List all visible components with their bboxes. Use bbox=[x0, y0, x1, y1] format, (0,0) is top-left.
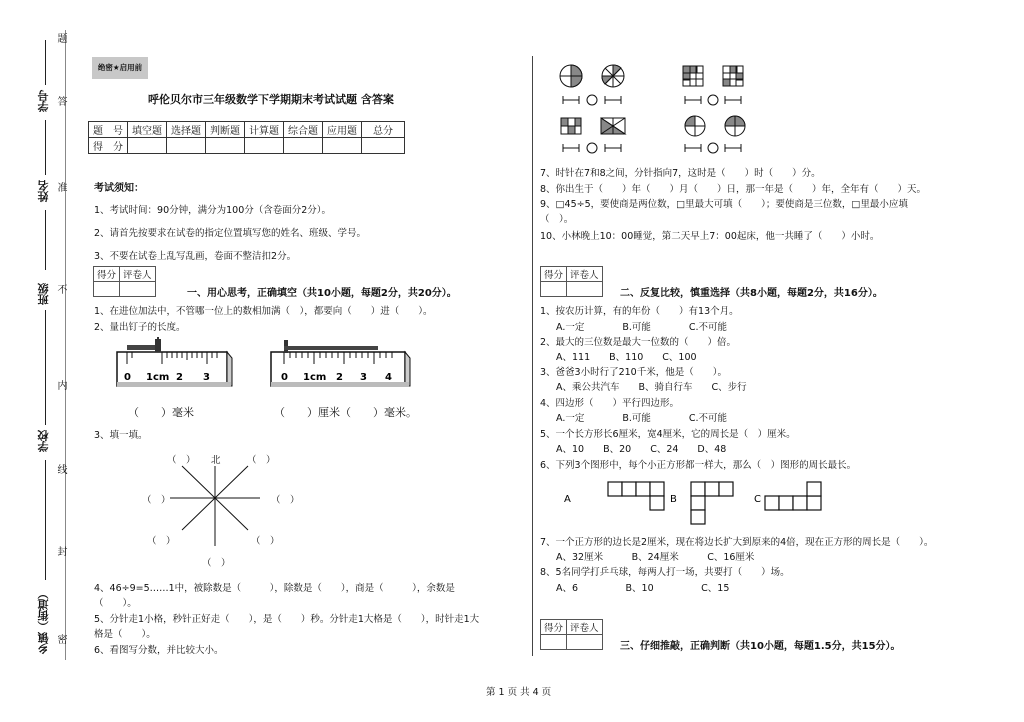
margin-label-xian: 线 bbox=[55, 464, 66, 474]
question: 5、一个长方形长6厘米，宽4厘米，它的周长是（ ）厘米。 bbox=[540, 429, 796, 440]
scorebox bbox=[540, 266, 603, 297]
option-row: A.一定 B.可能 C.不可能 bbox=[556, 413, 728, 424]
compass-north: 北 bbox=[211, 455, 221, 466]
score-header: 综合题 bbox=[284, 122, 323, 138]
question: 2、最大的三位数是最大一位数的（ ）倍。 bbox=[540, 337, 737, 348]
section2-title: 二、反复比较，慎重选择（共8小题，每题2分，共16分）。 bbox=[620, 288, 883, 299]
question: 8、你出生于（ ）年（ ）月（ ）日，那一年是（ ）年，全年有（ ）天。 bbox=[540, 184, 927, 195]
option-row: A.一定 B.可能 C.不可能 bbox=[556, 322, 728, 333]
score-cell[interactable] bbox=[128, 138, 167, 154]
margin-label-feng: 封 bbox=[55, 546, 66, 556]
score-header: 判断题 bbox=[206, 122, 245, 138]
shape-label: C bbox=[754, 494, 761, 505]
score-cell[interactable] bbox=[323, 138, 362, 154]
ruler-a-tick: 1cm bbox=[146, 372, 170, 383]
question: 格是（ ）。 bbox=[94, 629, 156, 640]
compass-label: （ ） bbox=[167, 455, 196, 466]
scorebox-cell[interactable] bbox=[541, 282, 567, 297]
margin-label-name: 姓名 bbox=[37, 180, 50, 202]
instruction-item: 2、请首先按要求在试卷的指定位置填写您的姓名、班级、学号。 bbox=[94, 228, 367, 239]
score-cell[interactable] bbox=[167, 138, 206, 154]
ruler-b-tick: 3 bbox=[360, 372, 367, 383]
ruler-b-tick: 2 bbox=[336, 372, 343, 383]
margin-label-zhun: 准 bbox=[55, 182, 66, 192]
scorebox-label: 得分 bbox=[541, 620, 567, 635]
question: 3、爸爸3小时行了210千米，他是（ ）。 bbox=[540, 367, 727, 378]
question: （ ）。 bbox=[540, 214, 574, 225]
scorebox-cell[interactable] bbox=[541, 635, 567, 650]
scorebox-label: 评卷人 bbox=[567, 620, 603, 635]
question: （ ）。 bbox=[94, 598, 137, 609]
ruler-a-answer: （ ）毫米 bbox=[128, 406, 194, 419]
margin-underline bbox=[45, 460, 46, 580]
margin-underline bbox=[45, 310, 46, 425]
question: 1、按农历计算，有的年份（ ）有13个月。 bbox=[540, 306, 739, 317]
column-divider bbox=[532, 56, 533, 656]
scorebox-label: 评卷人 bbox=[567, 267, 603, 282]
score-cell[interactable] bbox=[362, 138, 405, 154]
question: 8、5名同学打乒乓球，每两人打一场，共要打（ ）场。 bbox=[540, 567, 790, 578]
margin-label-school: 学校 bbox=[37, 430, 50, 452]
instructions-heading: 考试须知： bbox=[94, 183, 144, 194]
question: 4、四边形（ ）平行四边形。 bbox=[540, 398, 680, 409]
question: 2、量出钉子的长度。 bbox=[94, 322, 186, 333]
ruler-b-answer: （ ）厘米（ ）毫米。 bbox=[274, 406, 417, 419]
question: 9、□45÷5，要使商是两位数，□里最大可填（ ）；要使商是三位数，□里最小应填 bbox=[540, 199, 908, 210]
section3-title: 三、仔细推敲，正确判断（共10小题，每题1.5分，共15分）。 bbox=[620, 641, 901, 652]
margin-underline bbox=[45, 120, 46, 175]
score-header: 填空题 bbox=[128, 122, 167, 138]
question: 3、填一填。 bbox=[94, 430, 148, 441]
compass-label: （ ） bbox=[251, 536, 280, 547]
margin-label-nei: 内 bbox=[55, 380, 66, 390]
shape-label: A bbox=[564, 494, 571, 505]
margin-underline bbox=[45, 40, 46, 85]
instruction-item: 1、考试时间：90分钟，满分为100分（含卷面分2分）。 bbox=[94, 205, 332, 216]
scorebox-cell[interactable] bbox=[120, 282, 156, 297]
secret-label: 绝密★启用前 bbox=[92, 57, 148, 79]
question: 1、在进位加法中，不管哪一位上的数相加满（ ），都要向（ ）进（ ）。 bbox=[94, 306, 433, 317]
question: 5、分针走1小格，秒针正好走（ ），是（ ）秒。分针走1大格是（ ），时针走1大 bbox=[94, 614, 480, 625]
compass-diagram bbox=[140, 448, 290, 572]
ruler-a-tick: 2 bbox=[176, 372, 183, 383]
score-header: 总分 bbox=[362, 122, 405, 138]
compass-label: （ ） bbox=[142, 495, 171, 506]
page-number: 第 1 页 共 4 页 bbox=[486, 687, 552, 698]
option-row: A、32厘米 B、24厘米 C、16厘米 bbox=[556, 552, 755, 563]
question: 10、小林晚上10：00睡觉，第二天早上7：00起床，他一共睡了（ ）小时。 bbox=[540, 231, 880, 242]
page-title: 呼伦贝尔市三年级数学下学期期末考试试题 含答案 bbox=[148, 93, 394, 106]
ruler-a-tick: 0 bbox=[124, 372, 131, 383]
scorebox-label: 评卷人 bbox=[120, 267, 156, 282]
fraction-figures bbox=[555, 60, 765, 160]
question: 7、一个正方形的边长是2厘米，现在将边长扩大到原来的4倍，现在正方形的周长是（ ）。 bbox=[540, 537, 934, 548]
scorebox-cell[interactable] bbox=[567, 282, 603, 297]
margin-label-mi: 密 bbox=[55, 634, 66, 644]
margin-label-township: 乡镇（街道） bbox=[37, 588, 50, 654]
ruler-b bbox=[270, 336, 412, 392]
score-header: 题 号 bbox=[89, 122, 128, 138]
instruction-item: 3、不要在试卷上乱写乱画，卷面不整洁扣2分。 bbox=[94, 251, 297, 262]
score-header: 计算题 bbox=[245, 122, 284, 138]
option-row: A、10 B、20 C、24 D、48 bbox=[556, 444, 727, 455]
score-cell[interactable] bbox=[245, 138, 284, 154]
scorebox-label: 得分 bbox=[541, 267, 567, 282]
ruler-b-tick: 1cm bbox=[303, 372, 327, 383]
compass-label: （ ） bbox=[147, 536, 176, 547]
score-cell[interactable] bbox=[206, 138, 245, 154]
perimeter-shapes bbox=[560, 476, 830, 526]
margin-label-ti: 题 bbox=[55, 33, 66, 43]
question: 7、时针在7和8之间，分针指向7，这时是（ ）时（ ）分。 bbox=[540, 168, 821, 179]
margin-label-class: 班级 bbox=[37, 283, 50, 305]
margin-line bbox=[65, 30, 66, 660]
ruler-a-tick: 3 bbox=[203, 372, 210, 383]
score-header: 应用题 bbox=[323, 122, 362, 138]
margin-label-da: 答 bbox=[55, 96, 66, 106]
margin-label-student-id: 学号 bbox=[37, 90, 50, 112]
option-row: A、111 B、110 C、100 bbox=[556, 352, 697, 363]
score-row-label: 得 分 bbox=[89, 138, 128, 154]
compass-label: （ ） bbox=[202, 558, 231, 569]
margin-label-bu: 不 bbox=[55, 284, 66, 294]
compass-label: （ ） bbox=[247, 455, 276, 466]
question: 6、看图写分数，并比较大小。 bbox=[94, 645, 224, 656]
score-cell[interactable] bbox=[284, 138, 323, 154]
score-header: 选择题 bbox=[167, 122, 206, 138]
section1-title: 一、用心思考，正确填空（共10小题，每题2分，共20分）。 bbox=[187, 288, 457, 299]
margin-underline bbox=[45, 210, 46, 270]
compass-label: （ ） bbox=[271, 495, 300, 506]
ruler-a bbox=[116, 336, 234, 392]
question: 6、下列3个图形中，每个小正方形都一样大，那么（ ）图形的周长最长。 bbox=[540, 460, 857, 471]
option-row: A、6 B、10 C、15 bbox=[556, 583, 730, 594]
question: 4、46÷9=5……1中，被除数是（ ），除数是（ ），商是（ ），余数是 bbox=[94, 583, 455, 594]
scorebox-cell[interactable] bbox=[94, 282, 120, 297]
ruler-b-tick: 0 bbox=[281, 372, 288, 383]
score-table bbox=[88, 121, 405, 154]
scorebox-cell[interactable] bbox=[567, 635, 603, 650]
scorebox bbox=[540, 619, 603, 650]
shape-label: B bbox=[670, 494, 677, 505]
ruler-b-tick: 4 bbox=[385, 372, 392, 383]
option-row: A、乘公共汽车 B、骑自行车 C、步行 bbox=[556, 382, 747, 393]
scorebox-label: 得分 bbox=[94, 267, 120, 282]
scorebox bbox=[93, 266, 156, 297]
